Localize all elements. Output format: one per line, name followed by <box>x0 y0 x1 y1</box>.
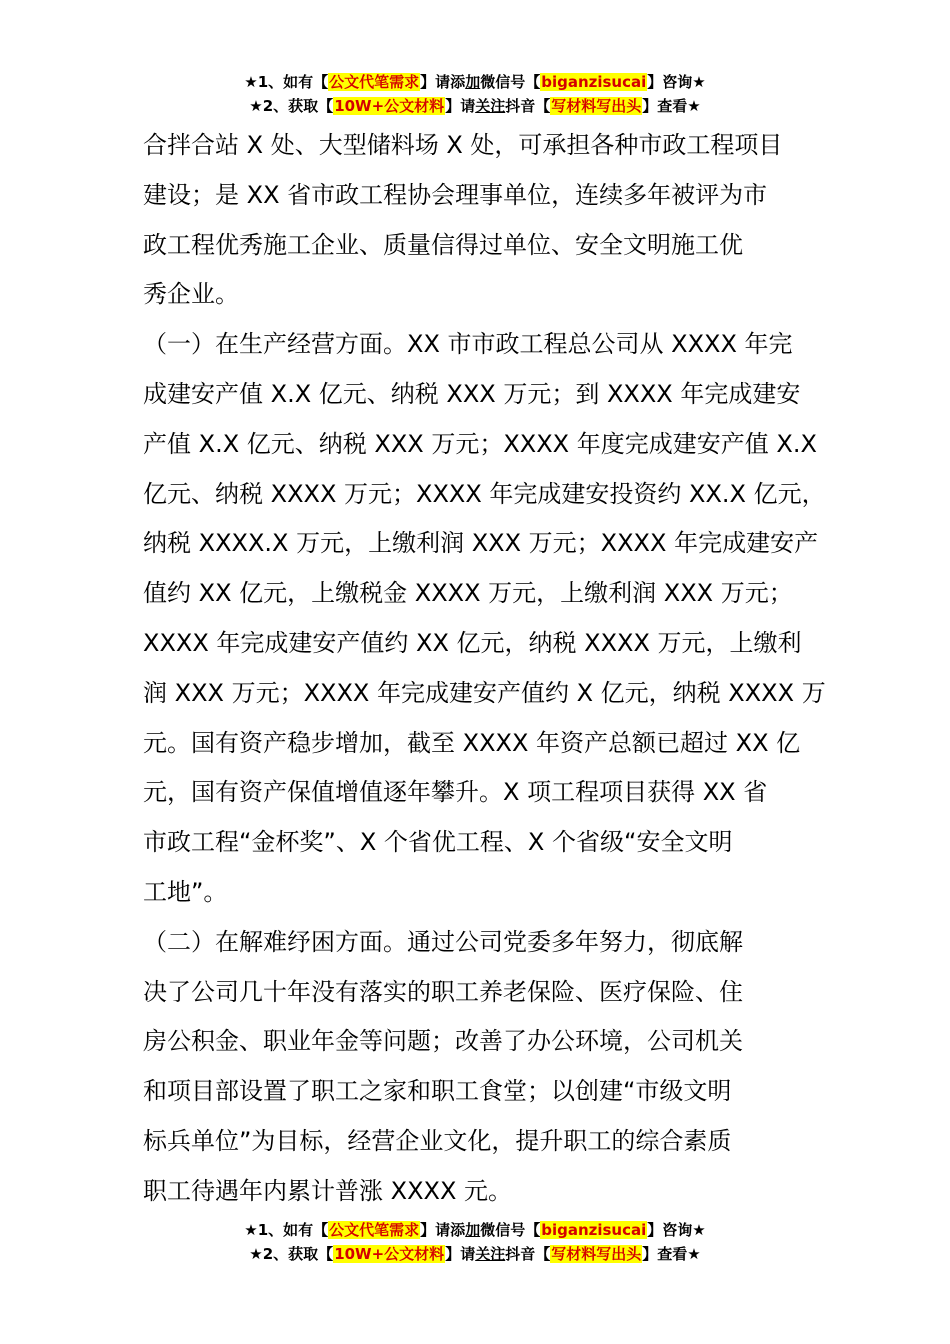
banner-underline: 关注 <box>475 1245 506 1263</box>
banner-line-1 <box>0 1218 950 1242</box>
banner-highlight: 10W+公文材料 <box>334 97 445 115</box>
document-body <box>143 121 833 1217</box>
banner-text: ★1、如有【 <box>244 73 329 91</box>
body-line: 秀企业。 <box>143 280 239 309</box>
banner-text: 】请添 <box>420 73 466 91</box>
banner-highlight: 10W+公文材料 <box>334 1245 445 1263</box>
body-line: （二）在解难纾困方面。通过公司党委多年努力，彻底解 <box>143 927 743 956</box>
banner-line-2 <box>0 1242 950 1266</box>
body-line: 政工程优秀施工企业、质量信得过单位、安全文明施工优 <box>143 230 743 259</box>
footer-banner <box>0 1218 950 1266</box>
body-line: 标兵单位”为目标，经营企业文化，提升职工的综合素质 <box>143 1126 732 1155</box>
body-line: 纳税 XXXX.X 万元，上缴利润 XXX 万元；XXXX 年完成建安产 <box>143 529 819 558</box>
body-line: XXXX 年完成建安产值约 XX 亿元，纳税 XXXX 万元，上缴利 <box>143 628 802 657</box>
body-line: （一）在生产经营方面。XX 市市政工程总公司从 XXXX 年完 <box>143 330 793 359</box>
banner-text: 微信号【 <box>480 1221 541 1239</box>
body-line: 和项目部设置了职工之家和职工食堂；以创建“市级文明 <box>143 1077 732 1106</box>
banner-text: 】查看★ <box>642 1245 701 1263</box>
body-line: 工地”。 <box>143 877 228 906</box>
banner-line-1 <box>0 70 950 94</box>
banner-text: 】咨询★ <box>647 73 706 91</box>
banner-text: 抖音【 <box>505 1245 551 1263</box>
body-line: 合拌合站 X 处、大型储料场 X 处，可承担各种市政工程项目 <box>143 131 783 159</box>
body-line: 建设；是 XX 省市政工程协会理事单位，连续多年被评为市 <box>143 180 768 209</box>
body-line: 房公积金、职业年金等问题；改善了办公环境，公司机关 <box>143 1027 743 1056</box>
banner-text: 】请添 <box>420 1221 466 1239</box>
banner-highlight: 写材料写出头 <box>551 97 642 115</box>
banner-text: 】咨询★ <box>647 1221 706 1239</box>
banner-highlight: 写材料写出头 <box>551 1245 642 1263</box>
body-line: 产值 X.X 亿元、纳税 XXX 万元；XXXX 年度完成建安产值 X.X <box>143 429 817 458</box>
body-line: 亿元、纳税 XXXX 万元；XXXX 年完成建安投资约 XX.X 亿元， <box>143 479 826 508</box>
body-line: 元。国有资产稳步增加，截至 XXXX 年资产总额已超过 XX 亿 <box>143 728 801 757</box>
banner-text: 】查看★ <box>642 97 701 115</box>
banner-underline: 关注 <box>475 97 506 115</box>
body-line: 市政工程“金杯奖”、X 个省优工程、X 个省级“安全文明 <box>143 828 733 857</box>
body-line: 值约 XX 亿元，上缴税金 XXXX 万元，上缴利润 XXX 万元； <box>143 579 793 608</box>
banner-text: 微信号【 <box>480 73 541 91</box>
banner-underline: 加 <box>465 1221 481 1239</box>
banner-text: 】请 <box>445 97 476 115</box>
body-line: 职工待遇年内累计普涨 XXXX 元。 <box>143 1176 513 1205</box>
banner-underline: 加 <box>465 73 481 91</box>
banner-line-2 <box>0 94 950 118</box>
banner-text: 】请 <box>445 1245 476 1263</box>
banner-highlight: 公文代笔需求 <box>329 73 420 91</box>
banner-highlight: biganzisucai <box>541 73 647 91</box>
banner-text: ★1、如有【 <box>244 1221 329 1239</box>
body-line: 决了公司几十年没有落实的职工养老保险、医疗保险、住 <box>143 977 743 1006</box>
banner-text: ★2、获取【 <box>249 1245 334 1263</box>
banner-highlight: biganzisucai <box>541 1221 647 1239</box>
banner-text: ★2、获取【 <box>249 97 334 115</box>
body-line: 成建安产值 X.X 亿元、纳税 XXX 万元；到 XXXX 年完成建安 <box>143 379 801 408</box>
body-line: 润 XXX 万元；XXXX 年完成建安产值约 X 亿元，纳税 XXXX 万 <box>143 678 826 707</box>
body-line: 元，国有资产保值增值逐年攀升。X 项工程项目获得 XX 省 <box>143 778 768 807</box>
banner-text: 抖音【 <box>505 97 551 115</box>
banner-highlight: 公文代笔需求 <box>329 1221 420 1239</box>
header-banner <box>0 70 950 118</box>
